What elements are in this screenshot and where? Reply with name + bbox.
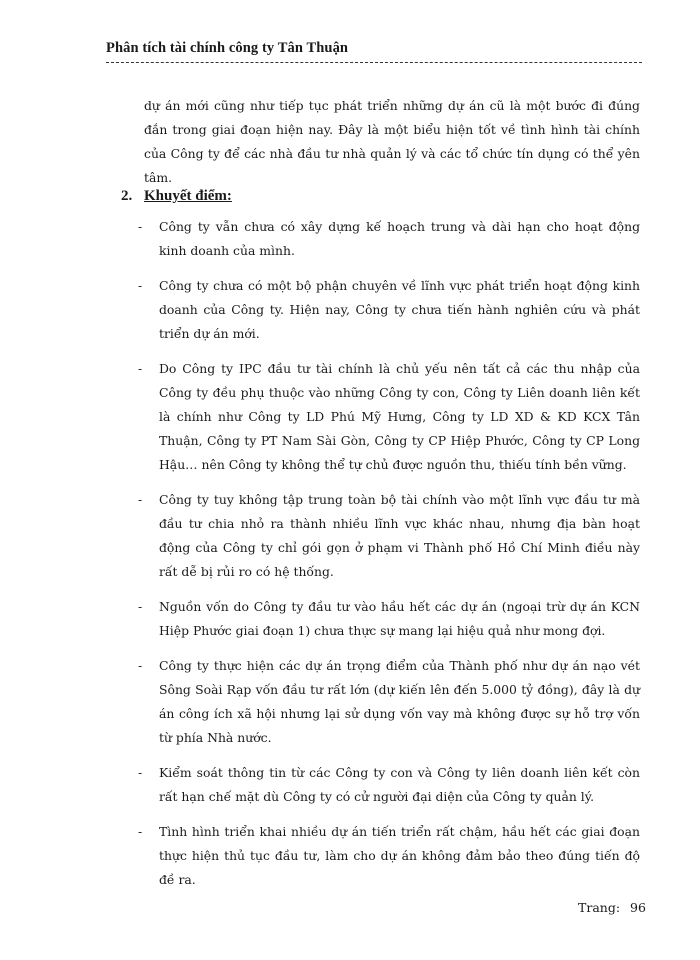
bullet-dash: - [138,658,143,673]
bullet-dash: - [138,278,143,293]
list-item-text: Công ty chưa có một bộ phận chuyên về lĩnh vực phát triển hoạt động kinh doanh của Công ty. Hiện nay, Công ty chưa tiến hành nghiên cứu và phát triển dự án mới. [159,278,640,341]
list-item-text: Công ty vẫn chưa có xây dựng kế hoạch trung và dài hạn cho hoạt động kinh doanh của mình. [159,219,640,258]
list-item-text: Do Công ty IPC đầu tư tài chính là chủ yếu nên tất cả các thu nhập của Công ty đều phụ thuộc vào những Công ty con, Công ty Liên doanh liên kết là chính như Công ty LD Phú Mỹ Hưng, Công ty LD XD & KD KCX Tân Thuận, Công ty PT Nam Sài Gòn, Công ty CP Hiệp Phước, Công ty CP Long Hậu… nên Công ty không thể tự chủ được nguồn thu, thiếu tính bền vững. [159,361,640,472]
list-item [138,488,640,584]
bullet-dash: - [138,492,143,507]
page-number: 96 [630,900,646,915]
list-item [138,595,640,643]
list-item [138,215,640,263]
page-footer [578,900,646,915]
list-item-text: Kiểm soát thông tin từ các Công ty con và Công ty liên doanh liên kết còn rất hạn chế mặt dù Công ty có cử người đại diện của Công ty quản lý. [159,765,640,804]
list-item [138,357,640,477]
page-header [106,38,642,63]
bullet-dash: - [138,219,143,234]
bullet-dash: - [138,765,143,780]
list-item-text: Công ty tuy không tập trung toàn bộ tài chính vào một lĩnh vực đầu tư mà đầu tư chia nhỏ ra thành nhiều lĩnh vực khác nhau, nhưng địa bàn hoạt động của Công ty chỉ gói gọn ở phạm vi Thành phố Hồ Chí Minh điều này rất dễ bị rủi ro có hệ thống. [159,492,640,579]
list-item-text: Nguồn vốn do Công ty đầu tư vào hầu hết các dự án (ngoại trừ dự án KCN Hiệp Phước giai đoạn 1) chưa thực sự mang lại hiệu quả như mong đợi. [159,599,640,638]
bullet-dash: - [138,361,143,376]
list-item [138,820,640,892]
bullet-dash: - [138,599,143,614]
shortcomings-list [138,215,640,903]
list-item-text: Tình hình triển khai nhiều dự án tiến triển rất chậm, hầu hết các giai đoạn thực hiện thủ tục đầu tư, làm cho dự án không đảm bảo theo đúng tiến độ đề ra. [159,824,640,887]
section-number: 2. [121,188,133,204]
page-label: Trang: [578,900,621,915]
header-title: Phân tích tài chính công ty Tân Thuận [106,40,349,56]
list-item [138,761,640,809]
list-item-text: Công ty thực hiện các dự án trọng điểm của Thành phố như dự án nạo vét Sông Soài Rạp vốn đầu tư rất lớn (dự kiến lên đến 5.000 tỷ đồng), đây là dự án công ích xã hội nhưng lại sử dụng vốn vay mà không được sự hỗ trợ vốn từ phía Nhà nước. [159,658,640,745]
list-item [138,654,640,750]
intro-paragraph: dự án mới cũng như tiếp tục phát triển những dự án cũ là một bước đi đúng đắn trong giai đoạn hiện nay. Đây là một biểu hiện tốt về tình hình tài chính của Công ty để các nhà đầu tư nhà quản lý và các tổ chức tín dụng có thể yên tâm. [144,98,640,185]
section-title: Khuyết điểm: [144,188,232,204]
section-heading [121,188,232,205]
list-item [138,274,640,346]
bullet-dash: - [138,824,143,839]
